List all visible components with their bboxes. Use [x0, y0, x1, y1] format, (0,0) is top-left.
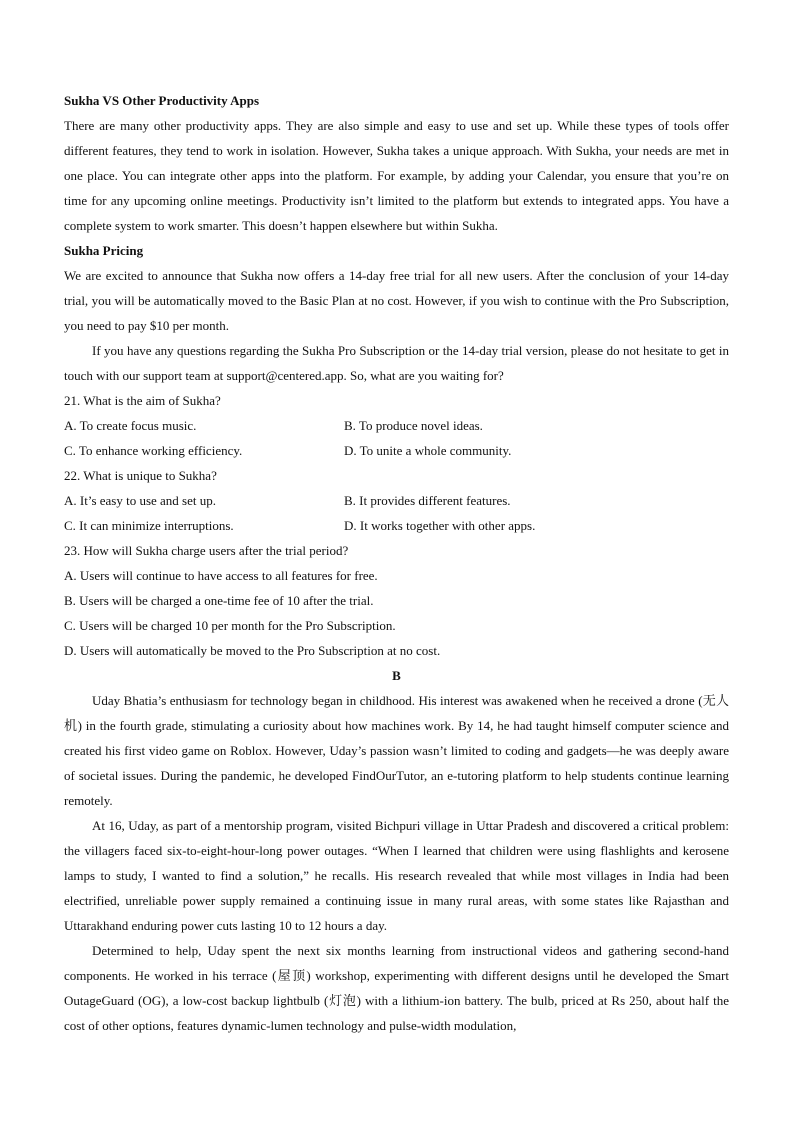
- question-23-option-b: B. Users will be charged a one-time fee of 10 after the trial.: [64, 593, 374, 608]
- question-21-option-a: A. To create focus music.: [64, 418, 197, 433]
- question-21-options-row-2: [64, 438, 729, 463]
- pricing-paragraph-1: We are excited to announce that Sukha now offers a 14-day free trial for all new users. After the conclusion of your 14-day trial, you will be automatically moved to the Basic Plan at no cost. However, if you wish to continue with the Pro Subscription, you need to pay $10 per month.: [64, 268, 729, 333]
- question-22-option-b: B. It provides different features.: [344, 493, 511, 508]
- question-22-stem: 22. What is unique to Sukha?: [64, 468, 217, 483]
- passage-b-paragraph-2: At 16, Uday, as part of a mentorship program, visited Bichpuri village in Uttar Pradesh and discovered a critical problem: the villagers faced six-to-eight-hour-long power outages. “When I learned that children were using flashlights and kerosene lamps to study, I wanted to find a solution,” he recalls. His research revealed that while most villages in India had been electrified, unreliable power supply remained a continuing issue in many rural areas, with some states like Rajasthan and Uttarakhand enduring power cuts lasting 10 to 12 hours a day.: [64, 818, 729, 933]
- question-21-option-c: C. To enhance working efficiency.: [64, 443, 243, 458]
- question-21-stem: 21. What is the aim of Sukha?: [64, 393, 221, 408]
- passage-b-label: B: [392, 668, 401, 683]
- document-page: [64, 88, 729, 1038]
- question-21-option-b: B. To produce novel ideas.: [344, 418, 483, 433]
- question-23-stem: 23. How will Sukha charge users after the trial period?: [64, 543, 349, 558]
- question-23-option-a: A. Users will continue to have access to all features for free.: [64, 568, 378, 583]
- question-21-options-row-1: [64, 413, 729, 438]
- question-22-options-row-1: [64, 488, 729, 513]
- question-21-option-d: D. To unite a whole community.: [344, 443, 512, 458]
- passage-b-paragraph-3: Determined to help, Uday spent the next six months learning from instructional videos and gathering second-hand components. He worked in his terrace (屋顶) workshop, experimenting with different designs until he developed the Smart OutageGuard (OG), a low-cost backup lightbulb (灯泡) with a lithium-ion battery. The bulb, priced at Rs 250, about half the cost of other options, features dynamic-lumen technology and pulse-width modulation,: [64, 943, 729, 1033]
- question-22-option-c: C. It can minimize interruptions.: [64, 518, 234, 533]
- passage-b-paragraph-1: Uday Bhatia’s enthusiasm for technology began in childhood. His interest was awakened when he received a drone (无人机) in the fourth grade, stimulating a curiosity about how machines work. By 14, he had taught himself computer science and created his first video game on Roblox. However, Uday’s passion wasn’t limited to coding and gadgets—he was deeply aware of societal issues. During the pandemic, he developed FindOurTutor, an e-tutoring platform to help students continue learning remotely.: [64, 693, 729, 808]
- question-23-option-d: D. Users will automatically be moved to the Pro Subscription at no cost.: [64, 643, 441, 658]
- section-heading-comparison: Sukha VS Other Productivity Apps: [64, 93, 260, 108]
- question-22-option-a: A. It’s easy to use and set up.: [64, 493, 217, 508]
- question-23-option-c: C. Users will be charged 10 per month for the Pro Subscription.: [64, 618, 396, 633]
- comparison-paragraph: There are many other productivity apps. They are also simple and easy to use and set up. While these types of tools offer different features, they tend to work in isolation. However, Sukha takes a unique approach. With Sukha, your needs are met in one place. You can integrate other apps into the platform. For example, by adding your Calendar, you ensure that you’re on time for any upcoming online meetings. Productivity isn’t limited to the platform but extends to integrated apps. You have a complete system to work smarter. This doesn’t happen elsewhere but within Sukha.: [64, 118, 729, 233]
- question-22-options-row-2: [64, 513, 729, 538]
- question-22-option-d: D. It works together with other apps.: [344, 518, 536, 533]
- pricing-paragraph-2: If you have any questions regarding the Sukha Pro Subscription or the 14-day trial version, please do not hesitate to get in touch with our support team at support@centered.app. So, what are you waiting for?: [64, 343, 729, 383]
- section-heading-pricing: Sukha Pricing: [64, 243, 144, 258]
